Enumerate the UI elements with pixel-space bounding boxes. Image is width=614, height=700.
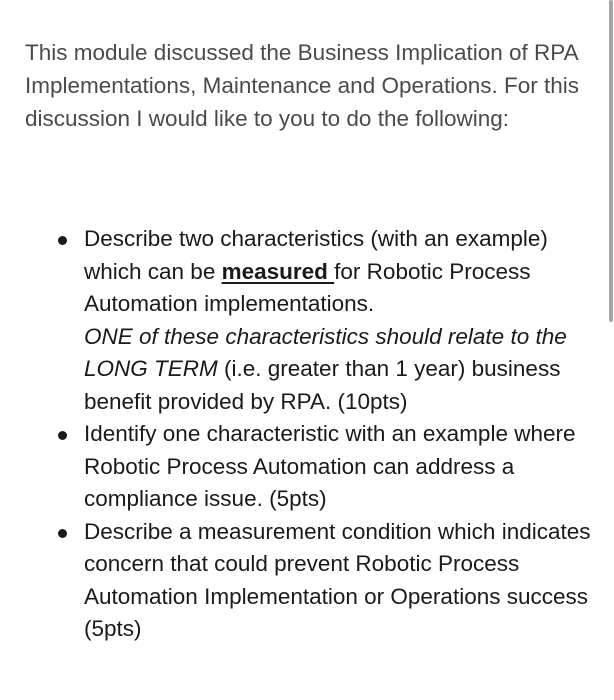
discussion-intro: This module discussed the Business Implication of RPA Implementations, Maintenance and Operations. For this discussion I would like to you to do the following: [25,40,580,131]
measured-emphasis: measured [221,258,328,284]
bullet-1-text: Describe two characteristics (with an example) which can be [84,226,548,284]
list-item [0,516,614,646]
bullet-1-italic: ONE of these characteristics should relate to the LONG TERM [84,323,567,381]
bullet-2-text: Identify one characteristic with an example where Robotic Process Automation can address a compliance issue. (5pts) [84,421,576,511]
list-item [0,223,614,418]
list-item [0,418,614,516]
bullet-1-text-cont: for Robotic Process Automation implementations. [84,258,531,316]
bullet-1-text-end: (i.e. greater than 1 year) business benefit provided by RPA. (10pts) [84,356,561,414]
bullet-3-text: Describe a measurement condition which indicates concern that could prevent Robotic Process Automation Implementation or Operations success (5pts) [84,518,591,641]
bullet-icon [58,529,67,538]
vertical-scrollbar[interactable] [609,0,613,322]
bullet-icon [58,236,67,245]
instruction-list [0,223,614,646]
bullet-icon [58,431,67,440]
